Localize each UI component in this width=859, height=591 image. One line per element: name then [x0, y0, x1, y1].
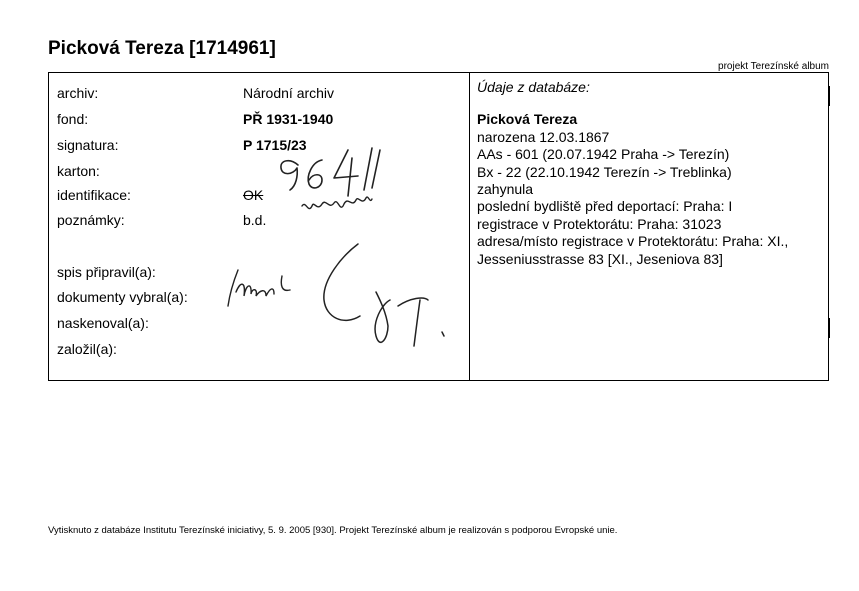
- database-line: Bx - 22 (22.10.1942 Terezín -> Treblinka): [477, 163, 732, 180]
- handwritten-karton-number: [281, 148, 380, 196]
- staff-label-naskenoval: naskenoval(a):: [57, 315, 149, 331]
- field-label-poznamky: poznámky:: [57, 212, 125, 228]
- field-value-signatura: P 1715/23: [243, 137, 307, 153]
- database-line: AAs - 601 (20.07.1942 Praha -> Terezín): [477, 146, 730, 163]
- project-label: projekt Terezínské album: [718, 61, 829, 72]
- field-value-fond: PŘ 1931-1940: [243, 111, 334, 127]
- database-line: adresa/místo registrace v Protektorátu: Praha: XI., Jesseniusstrasse 83 [XI., Jeseniova 83]: [477, 233, 789, 267]
- database-line: zahynula: [477, 181, 534, 198]
- staff-label-vybral: dokumenty vybral(a):: [57, 289, 188, 305]
- staff-label-pripravil: spis připravil(a):: [57, 264, 156, 280]
- field-label-karton: karton:: [57, 163, 100, 179]
- footer-note: Vytisknuto z databáze Institutu Terezínské iniciativy, 5. 9. 2005 [930]. Projekt Terezínské album je realizován s podporou Evropské unie.: [48, 525, 618, 536]
- staff-label-zalozil: založil(a):: [57, 341, 117, 357]
- database-heading: Údaje z databáze:: [477, 79, 590, 95]
- signature-scribble-right: [324, 244, 444, 346]
- person-name: Picková Tereza: [477, 111, 578, 128]
- database-line: registrace v Protektorátu: Praha: 31023: [477, 215, 722, 232]
- handwritten-nepristup-note: [302, 197, 372, 209]
- field-value-identifikace: OK: [243, 187, 264, 203]
- field-label-identifikace: identifikace:: [57, 187, 131, 203]
- field-label-fond: fond:: [57, 111, 89, 127]
- field-value-archiv: Národní archiv: [243, 85, 335, 101]
- field-label-signatura: signatura:: [57, 137, 119, 153]
- scan-margin-mark: [829, 318, 830, 338]
- database-line: narozena 12.03.1867: [477, 128, 610, 145]
- scan-margin-mark: [829, 86, 830, 106]
- field-value-poznamky: b.d.: [243, 212, 267, 228]
- field-label-archiv: archiv:: [57, 85, 99, 101]
- page-title: Picková Tereza [1714961]: [48, 38, 276, 59]
- signature-scribble-left: [228, 270, 290, 306]
- database-line: poslední bydliště před deportací: Praha: I: [477, 198, 733, 215]
